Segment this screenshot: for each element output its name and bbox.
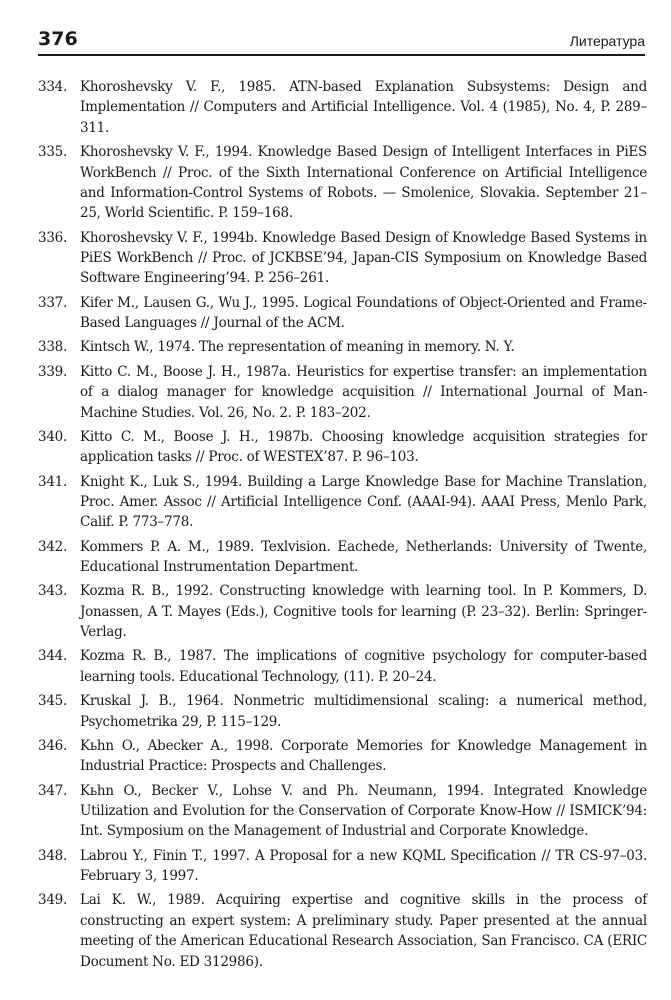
reference-text: Lai K. W., 1989. Acquiring expertise and cognitive skills in the process of constructing an expert system: A preliminary study. Paper presented at the annual meeting of the American Educational Research Association, San Francisco. CA (ERIC Document No. ED 312986). (80, 892, 647, 970)
page-header (38, 28, 645, 56)
running-title: Литература (569, 33, 645, 49)
reference-number: 341. (38, 473, 68, 490)
reference-text: Kozma R. B., 1992. Constructing knowledge with learning tool. In P. Kommers, D. Jonassen, A T. Mayes (Eds.), Cognitive tools for learning (P. 23–32). Berlin: Springer-Verlag. (80, 583, 647, 641)
reference-list (38, 77, 647, 976)
reference-number: 339. (38, 363, 68, 380)
reference-number: 337. (38, 294, 68, 311)
reference-number: 345. (38, 693, 68, 710)
reference-item (38, 781, 647, 842)
reference-text: Kitto C. M., Boose J. H., 1987b. Choosing knowledge acquisition strategies for application tasks // Proc. of WESTEX’87. P. 96–103. (80, 428, 647, 466)
reference-item (38, 646, 647, 687)
reference-number: 334. (38, 79, 68, 95)
reference-item (38, 142, 647, 224)
reference-item (38, 537, 647, 578)
reference-number: 343. (38, 583, 68, 600)
reference-number: 338. (38, 339, 68, 356)
reference-text: Kozma R. B., 1987. The implications of cognitive psychology for computer-based learning tools. Educational Technology, (11). P. 20–24. (80, 648, 647, 685)
reference-number: 348. (38, 847, 68, 864)
reference-number: 335. (38, 144, 68, 161)
reference-number: 336. (38, 229, 68, 246)
reference-item (38, 427, 647, 468)
reference-item (38, 77, 647, 138)
reference-text: Khoroshevsky V. F., 1994b. Knowledge Based Design of Knowledge Based Systems in PiES WorkBench // Proc. of JCKBSE’94, Japan-CIS Symposium on Knowledge Based Software Engineering’94. P. 256–261. (80, 229, 647, 287)
reference-text: Kruskal J. B., 1964. Nonmetric multidimensional scaling: a numerical method, Psychometrika 29, P. 115–129. (80, 693, 647, 730)
reference-item (38, 337, 647, 357)
reference-text: Khoroshevsky V. F., 1985. ATN-based Explanation Subsystems: Design and Implementation // Computers and Artificial Intelligence. Vol. 4 (1985), No. 4, P. 289–311. (80, 79, 647, 136)
reference-text: Kommers P. A. M., 1989. Texlvision. Eachede, Netherlands: University of Twente, Educational Instrumentation Department. (80, 538, 647, 576)
reference-item (38, 736, 647, 777)
reference-number: 342. (38, 538, 68, 555)
reference-number: 344. (38, 648, 68, 665)
reference-item (38, 691, 647, 732)
reference-text: Khoroshevsky V. F., 1994. Knowledge Based Design of Intelligent Interfaces in PiES WorkBench // Proc. of the Sixth International Conference on Artificial Intelligence and Information-Control Systems of Robots. — Smolenice, Slovakia. September 21–25, World Scientific. P. 159–168. (80, 144, 647, 222)
reference-text: Kintsch W., 1974. The representation of meaning in memory. N. Y. (80, 339, 515, 356)
reference-item (38, 293, 647, 334)
reference-text: Kifer M., Lausen G., Wu J., 1995. Logical Foundations of Object-Oriented and Frame-Based Languages // Journal of the ACM. (80, 294, 647, 332)
reference-number: 340. (38, 428, 68, 445)
reference-text: Labrou Y., Finin T., 1997. A Proposal for a new KQML Specification // TR CS-97–03. February 3, 1997. (80, 847, 647, 885)
reference-text: Kьhn O., Abecker A., 1998. Corporate Memories for Knowledge Management in Industrial Practice: Prospects and Challenges. (80, 737, 647, 775)
page-number: 376 (38, 28, 78, 50)
reference-item (38, 581, 647, 642)
reference-text: Kьhn O., Becker V., Lohse V. and Ph. Neumann, 1994. Integrated Knowledge Utilization and Evolution for the Conservation of Corporate Know-How // ISMICK’94: Int. Symposium on the Management of Industrial and Corporate Knowledge. (80, 782, 647, 840)
reference-text: Knight K., Luk S., 1994. Building a Large Knowledge Base for Machine Translation, Proc. Amer. Assoc // Artificial Intelligence Conf. (AAAI-94). AAAI Press, Menlo Park, Calif. P. 773–778. (80, 473, 647, 531)
reference-number: 346. (38, 737, 68, 754)
reference-item (38, 846, 647, 887)
reference-number: 349. (38, 892, 68, 909)
reference-item (38, 228, 647, 289)
reference-item (38, 472, 647, 533)
reference-item (38, 890, 647, 972)
reference-text: Kitto C. M., Boose J. H., 1987a. Heuristics for expertise transfer: an implementation of a dialog manager for knowledge acquisition // International Journal of Man-Machine Studies. Vol. 26, No. 2. P. 183–202. (80, 363, 647, 421)
reference-number: 347. (38, 782, 68, 799)
reference-item (38, 362, 647, 423)
